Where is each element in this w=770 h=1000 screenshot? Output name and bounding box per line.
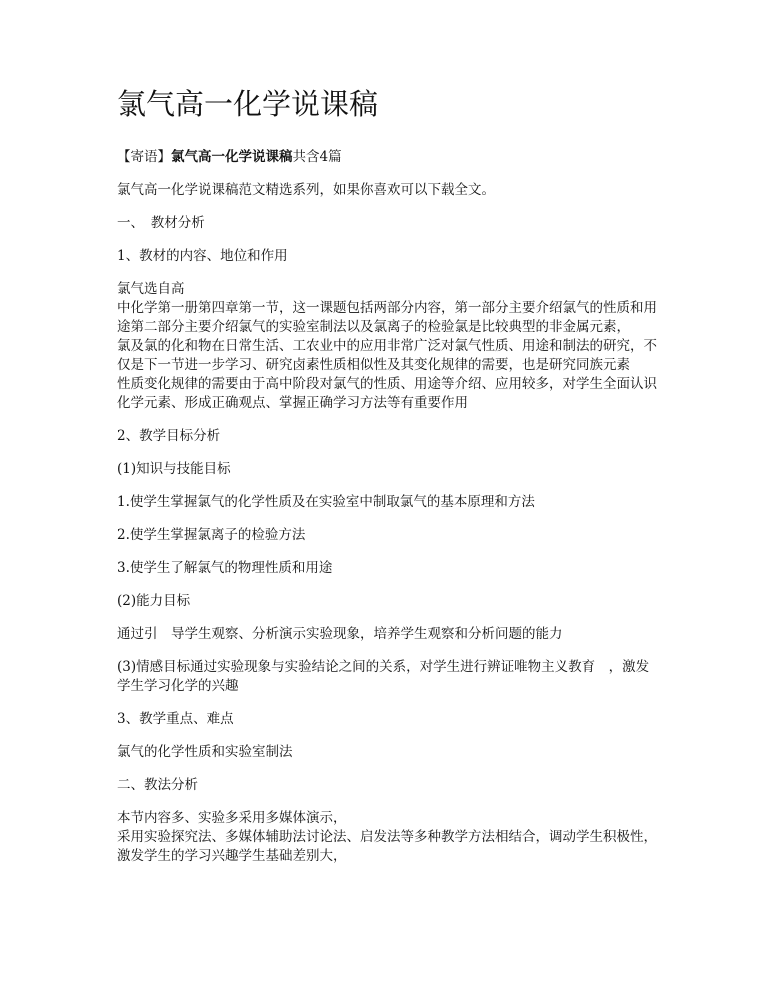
method-line-2: 采用实验探究法、多媒体辅助法讨论法、启发法等多种教学方法相结合，调动学生积极性，激发学生的学习兴趣学生基础差别大， [117, 829, 657, 864]
material-line-2: 中化学第一册第四章第一节，这一课题包括两部分内容，第一部分主要介绍氯气的性质和用途第二部分主要介绍氯气的实验室制法以及氯离子的检验氯是比较典型的非金属元素， [117, 300, 657, 335]
goal-ability-text: 通过引 导学生观察、分析演示实验现象，培养学生观察和分析问题的能力 [117, 626, 563, 642]
goal-item-2: 2.使学生掌握氯离子的检验方法 [117, 527, 306, 543]
content-block-method [117, 809, 657, 866]
goal-item-1: 1.使学生掌握氯气的化学性质及在实验室中制取氯气的基本原理和方法 [117, 494, 535, 510]
subsection-heading-1-1: 1、教材的内容、地位和作用 [117, 248, 288, 264]
method-line-1: 本节内容多、实验多采用多媒体演示， [117, 810, 347, 826]
material-line-1: 氯气选自高 [117, 281, 185, 297]
document-page [117, 84, 657, 880]
lead-suffix: 共含4篇 [292, 149, 342, 165]
lead-paragraph [117, 148, 657, 167]
goal-item-3: 3.使学生了解氯气的物理性质和用途 [117, 560, 333, 576]
goal-knowledge-heading: (1)知识与技能目标 [117, 461, 231, 477]
subsection-heading-1-3: 3、教学重点、难点 [117, 711, 234, 727]
section-heading-1: 一、 教材分析 [117, 215, 205, 231]
goal-emotion-text: (3)情感目标通过实验现象与实验结论之间的关系，对学生进行辨证唯物主义教育 ，激发学生学习化学的兴趣 [117, 659, 650, 694]
document-title: 氯气高一化学说课稿 [117, 87, 379, 121]
material-line-4: 性质变化规律的需要由于高中阶段对氯气的性质、用途等介绍、应用较多，对学生全面认识化学元素、形成正确观点、掌握正确学习方法等有重要作用 [117, 376, 657, 411]
intro-paragraph: 氯气高一化学说课稿范文精选系列，如果你喜欢可以下载全文。 [117, 182, 495, 198]
lead-bold-title: 氯气高一化学说课稿 [171, 149, 293, 165]
material-line-3: 氯及氯的化和物在日常生活、工农业中的应用非常广泛对氯气性质、用途和制法的研究，不仅是下一节进一步学习、研究卤素性质相似性及其变化规律的需要，也是研究同族元素 [117, 338, 657, 373]
lead-prefix: 【寄语】 [117, 149, 171, 165]
key-points-text: 氯气的化学性质和实验室制法 [117, 744, 293, 760]
section-heading-2: 二、教法分析 [117, 777, 198, 793]
subsection-heading-1-2: 2、教学目标分析 [117, 428, 221, 444]
goal-ability-heading: (2)能力目标 [117, 593, 191, 609]
content-block-material [117, 280, 657, 413]
